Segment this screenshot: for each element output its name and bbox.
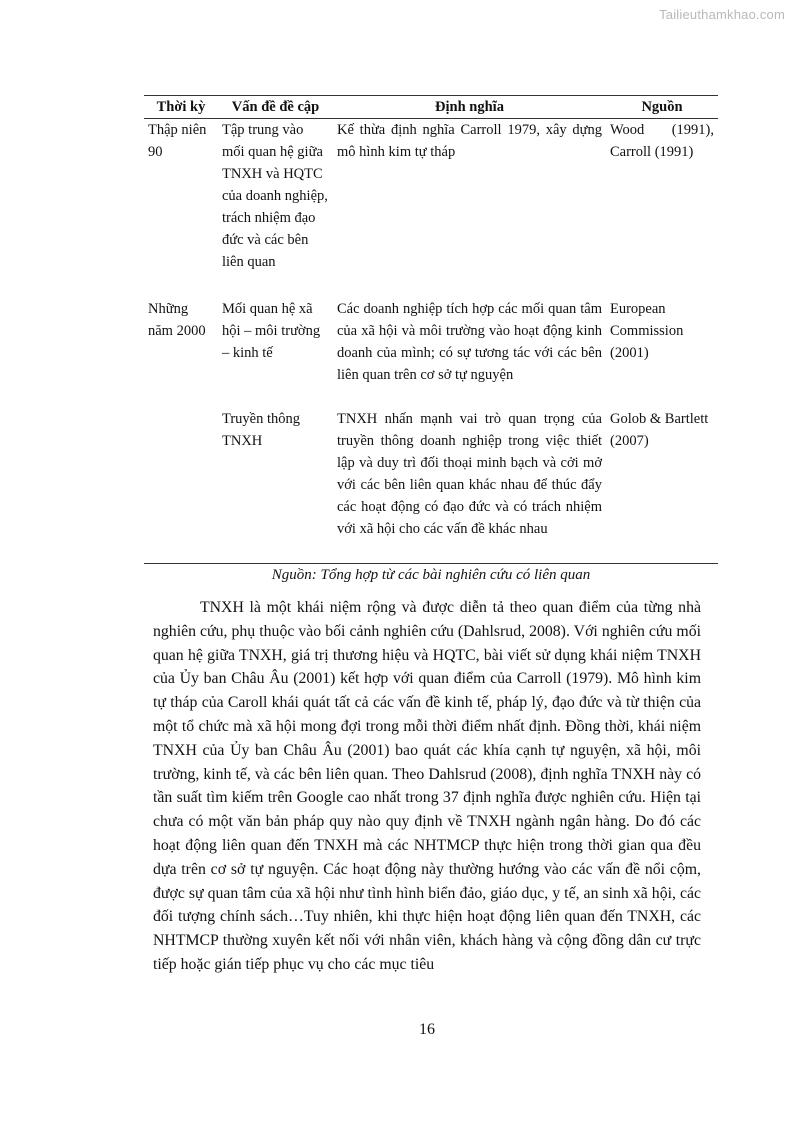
header-source: Nguồn: [606, 96, 718, 119]
page-number: 16: [419, 1021, 435, 1038]
cell-source: Golob & Bartlett (2007): [606, 408, 718, 564]
table-row: [144, 119, 718, 299]
cell-definition: TNXH nhấn mạnh vai trò quan trọng của truyền thông doanh nghiệp trong việc thiết lập và duy trì đối thoại minh bạch và cởi mở với các bên liên quan khác nhau để thúc đẩy các hoạt động có đạo đức và có trách nhiệm với xã hội cho các vấn đề khác nhau: [333, 408, 606, 564]
cell-period: Thập niên 90: [148, 122, 207, 160]
definitions-table: [144, 95, 718, 564]
cell-issue: Truyền thông TNXH: [218, 408, 333, 564]
cell-issue: Tập trung vào mối quan hệ giữa TNXH và HQTC của doanh nghiệp, trách nhiệm đạo đức và các bên liên quan: [222, 122, 328, 270]
header-issue: Vấn đề đề cập: [218, 96, 333, 119]
table-header-row: [144, 96, 718, 119]
header-definition: Định nghĩa: [333, 96, 606, 119]
cell-period: [144, 408, 218, 564]
cell-definition: Kế thừa định nghĩa Carroll 1979, xây dựng mô hình kim tự tháp: [337, 122, 602, 160]
header-period: Thời kỳ: [144, 96, 218, 119]
table-caption: Nguồn: Tổng hợp từ các bài nghiên cứu có liên quan: [271, 567, 591, 583]
cell-source: Wood (1991), Carroll (1991): [610, 122, 714, 160]
watermark: Tailieuthamkhao.com: [659, 7, 785, 22]
cell-issue: Mối quan hệ xã hội – môi trường – kinh tế: [222, 301, 321, 361]
cell-source: European Commission (2001): [610, 301, 684, 361]
table-row: [144, 298, 718, 408]
table-row: [144, 408, 718, 564]
cell-period: Những năm 2000: [148, 301, 206, 339]
cell-definition: Các doanh nghiệp tích hợp các mối quan tâm của xã hội và môi trường vào hoạt động kinh doanh của mình; có sự tương tác với các bên liên quan trên cơ sở tự nguyện: [337, 301, 602, 383]
body-paragraph: TNXH là một khái niệm rộng và được diễn tả theo quan điểm của từng nhà nghiên cứu, phụ thuộc vào bối cảnh nghiên cứu (Dahlsrud, 2008). Với nghiên cứu mối quan hệ giữa TNXH, giá trị thương hiệu và HQTC, bài viết sử dụng khái niệm TNXH của Ủy ban Châu Âu (2001) kết hợp với quan điểm của Carroll (1979). Mô hình kim tự tháp của Caroll khái quát tất cả các vấn đề kinh tế, pháp lý, đạo đức và từ thiện của một tổ chức mà xã hội mong đợi trong mỗi thời điểm nhất định. Đồng thời, khái niệm TNXH của Ủy ban Châu Âu (2001) bao quát các khía cạnh tự nguyện, xã hội, môi trường, kinh tế, và các bên liên quan. Theo Dahlsrud (2008), định nghĩa TNXH này có tần suất tìm kiếm trên Google cao nhất trong 37 định nghĩa được nghiên cứu. Hiện tại chưa có một văn bản pháp quy nào quy định về TNXH ngành ngân hàng. Do đó các hoạt động liên quan đến TNXH mà các NHTMCP thực hiện trong thời gian qua đều dựa trên cơ sở tự nguyện. Các hoạt động này thường hướng vào các vấn đề nổi cộm, được sự quan tâm của xã hội như tình hình biển đảo, giáo dục, y tế, an sinh xã hội, các đối tượng chính sách…Tuy nhiên, khi thực hiện hoạt động liên quan đến TNXH, các NHTMCP thường xuyên kết nối với nhân viên, khách hàng và cộng đồng dân cư trực tiếp hoặc gián tiếp phục vụ cho các mục tiêu: [153, 599, 701, 973]
